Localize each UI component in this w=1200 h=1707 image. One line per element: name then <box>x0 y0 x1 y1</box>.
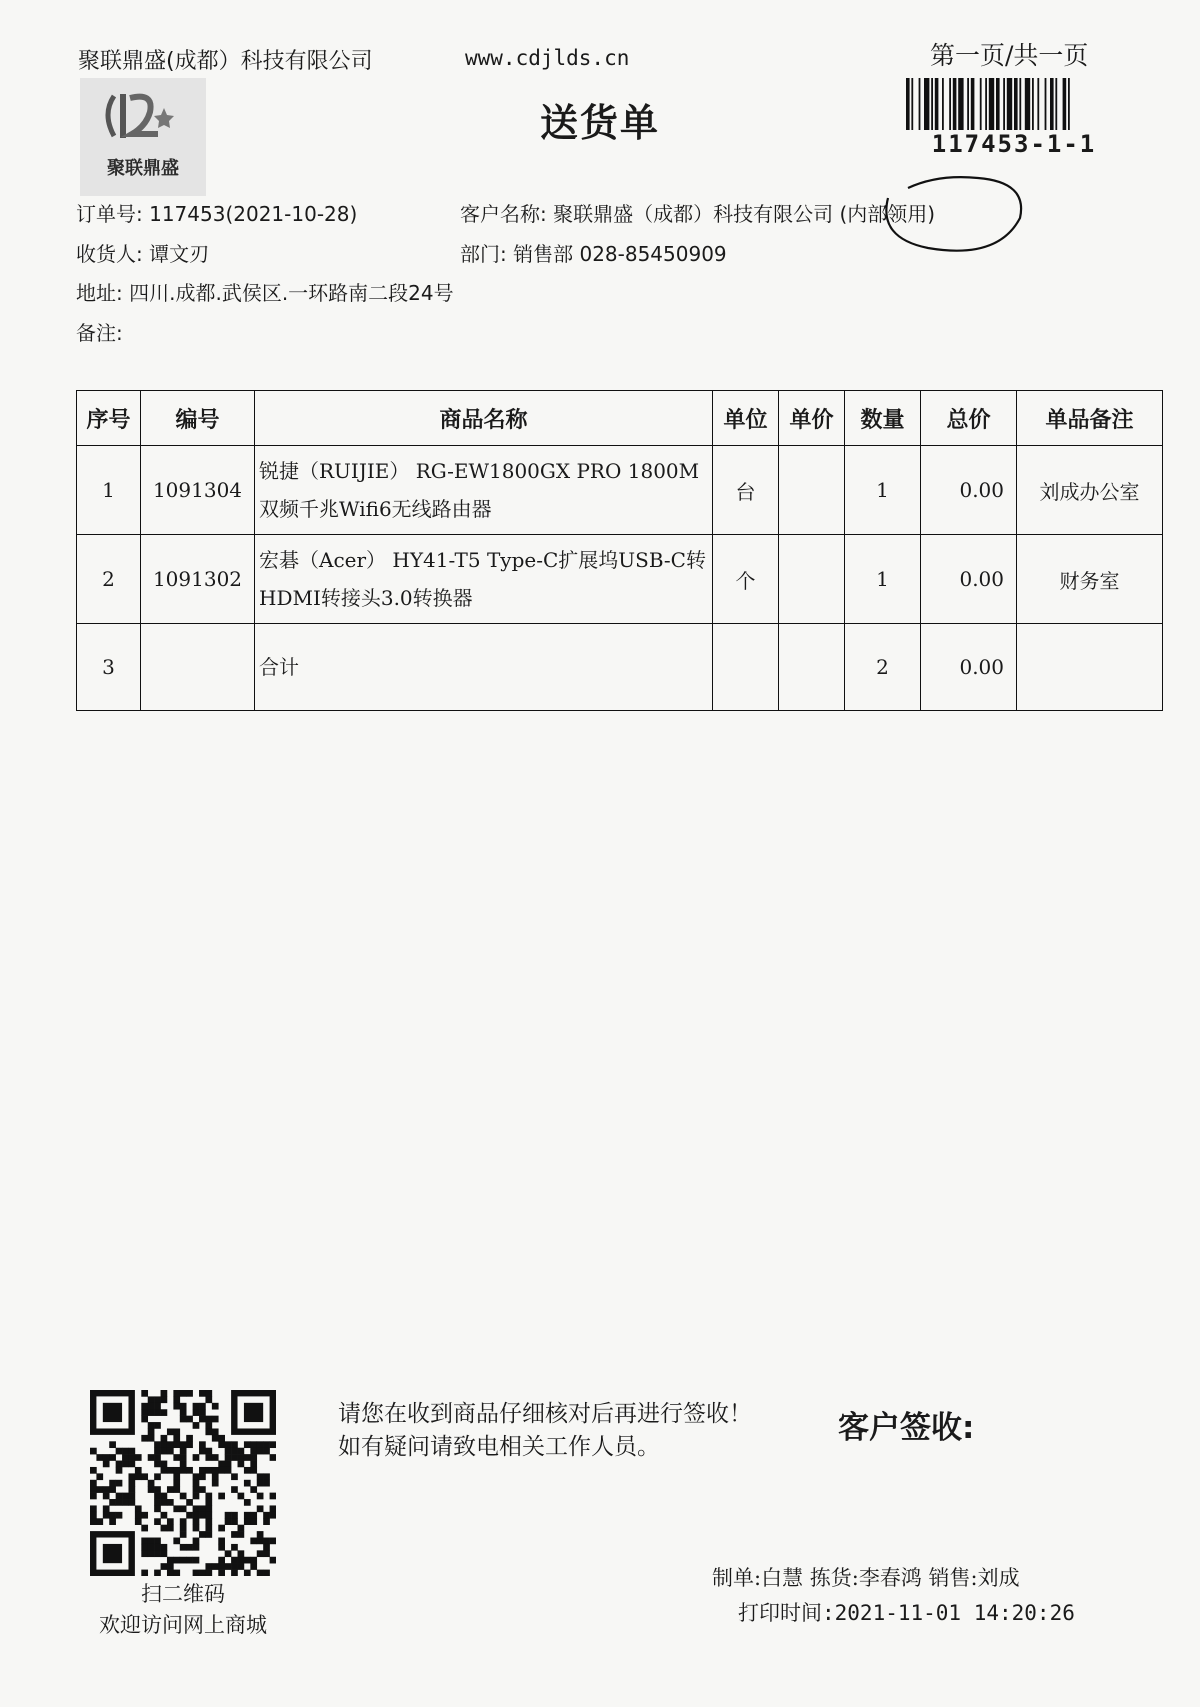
column-header: 商品名称 <box>255 391 713 446</box>
receiver <box>76 238 209 267</box>
page-indicator: 第一页/共一页 <box>930 41 1089 70</box>
cell-total: 0.00 <box>921 624 1017 711</box>
barcode-number: 117453-1-1 <box>931 130 1097 158</box>
receipt-notice: 请您在收到商品仔细核对后再进行签收！如有疑问请致电相关工作人员。 <box>338 1401 752 1460</box>
cell-code: 1091302 <box>141 535 255 624</box>
cell-remark: 刘成办公室 <box>1017 446 1163 535</box>
cell-total: 0.00 <box>921 446 1017 535</box>
logo-mark-icon <box>80 78 206 158</box>
cell-qty: 2 <box>845 624 921 711</box>
receiver-value: 谭文刃 <box>149 242 210 266</box>
customer-label: 客户名称: <box>460 202 547 226</box>
address-label: 地址: <box>76 281 123 305</box>
qr-caption-scan: 扫二维码 <box>141 1582 225 1606</box>
table-row <box>77 446 1163 535</box>
cell-seq: 2 <box>77 535 141 624</box>
column-header: 单品备注 <box>1017 391 1163 446</box>
order-value: 117453(2021-10-28) <box>149 202 358 226</box>
cell-product-name: 合计 <box>255 624 713 711</box>
cell-unit <box>713 624 779 711</box>
items-table <box>76 390 1163 711</box>
column-header: 编号 <box>141 391 255 446</box>
remark <box>76 317 123 346</box>
cell-price <box>779 446 845 535</box>
cell-remark <box>1017 624 1163 711</box>
barcode-bars-icon <box>906 78 1122 130</box>
department <box>460 238 727 267</box>
cell-product-name: 锐捷（RUIJIE） RG-EW1800GX PRO 1800M双频千兆Wifi6无线路由器 <box>255 446 713 535</box>
table-row <box>77 535 1163 624</box>
print-time: 打印时间:2021-11-01 14:20:26 <box>738 1601 1075 1625</box>
company-name: 聚联鼎盛(成都）科技有限公司 <box>78 49 373 74</box>
column-header: 数量 <box>845 391 921 446</box>
cell-total: 0.00 <box>921 535 1017 624</box>
website-url: www.cdjlds.cn <box>465 46 630 70</box>
column-header: 单位 <box>713 391 779 446</box>
barcode <box>906 78 1122 130</box>
cell-remark: 财务室 <box>1017 535 1163 624</box>
address <box>76 277 454 306</box>
column-header: 单价 <box>779 391 845 446</box>
document-title: 送货单 <box>539 101 660 145</box>
cell-qty: 1 <box>845 446 921 535</box>
customer-signature-label: 客户签收: <box>838 1410 975 1446</box>
cell-code <box>141 624 255 711</box>
cell-unit: 个 <box>713 535 779 624</box>
cell-seq: 1 <box>77 446 141 535</box>
customer-note: (内部领用) <box>839 202 936 226</box>
customer-value: 聚联鼎盛（成都）科技有限公司 <box>553 202 834 226</box>
order-number <box>76 198 357 227</box>
company-logo <box>80 78 206 196</box>
dept-label: 部门: <box>460 242 507 266</box>
cell-code: 1091304 <box>141 446 255 535</box>
table-total-row <box>77 624 1163 711</box>
qr-code-icon <box>90 1390 276 1576</box>
handwritten-circle-mark <box>868 168 1028 268</box>
table-header-row <box>77 391 1163 446</box>
dept-value: 销售部 028-85450909 <box>513 242 727 266</box>
cell-qty: 1 <box>845 535 921 624</box>
logo-text: 聚联鼎盛 <box>107 158 179 179</box>
qr-caption-visit: 欢迎访问网上商城 <box>99 1613 267 1637</box>
column-header: 总价 <box>921 391 1017 446</box>
cell-unit: 台 <box>713 446 779 535</box>
column-header: 序号 <box>77 391 141 446</box>
order-label: 订单号: <box>76 202 143 226</box>
cell-price <box>779 535 845 624</box>
customer-name <box>460 198 935 227</box>
cell-price <box>779 624 845 711</box>
cell-seq: 3 <box>77 624 141 711</box>
qr-code <box>90 1390 276 1576</box>
cell-product-name: 宏碁（Acer） HY41-T5 Type-C扩展坞USB-C转HDMI转接头3.0转换器 <box>255 535 713 624</box>
receiver-label: 收货人: <box>76 242 143 266</box>
remark-label: 备注: <box>76 321 123 345</box>
address-value: 四川.成都.武侯区.一环路南二段24号 <box>129 281 454 305</box>
staff-info: 制单:白慧 拣货:李春鸿 销售:刘成 <box>712 1566 1020 1590</box>
